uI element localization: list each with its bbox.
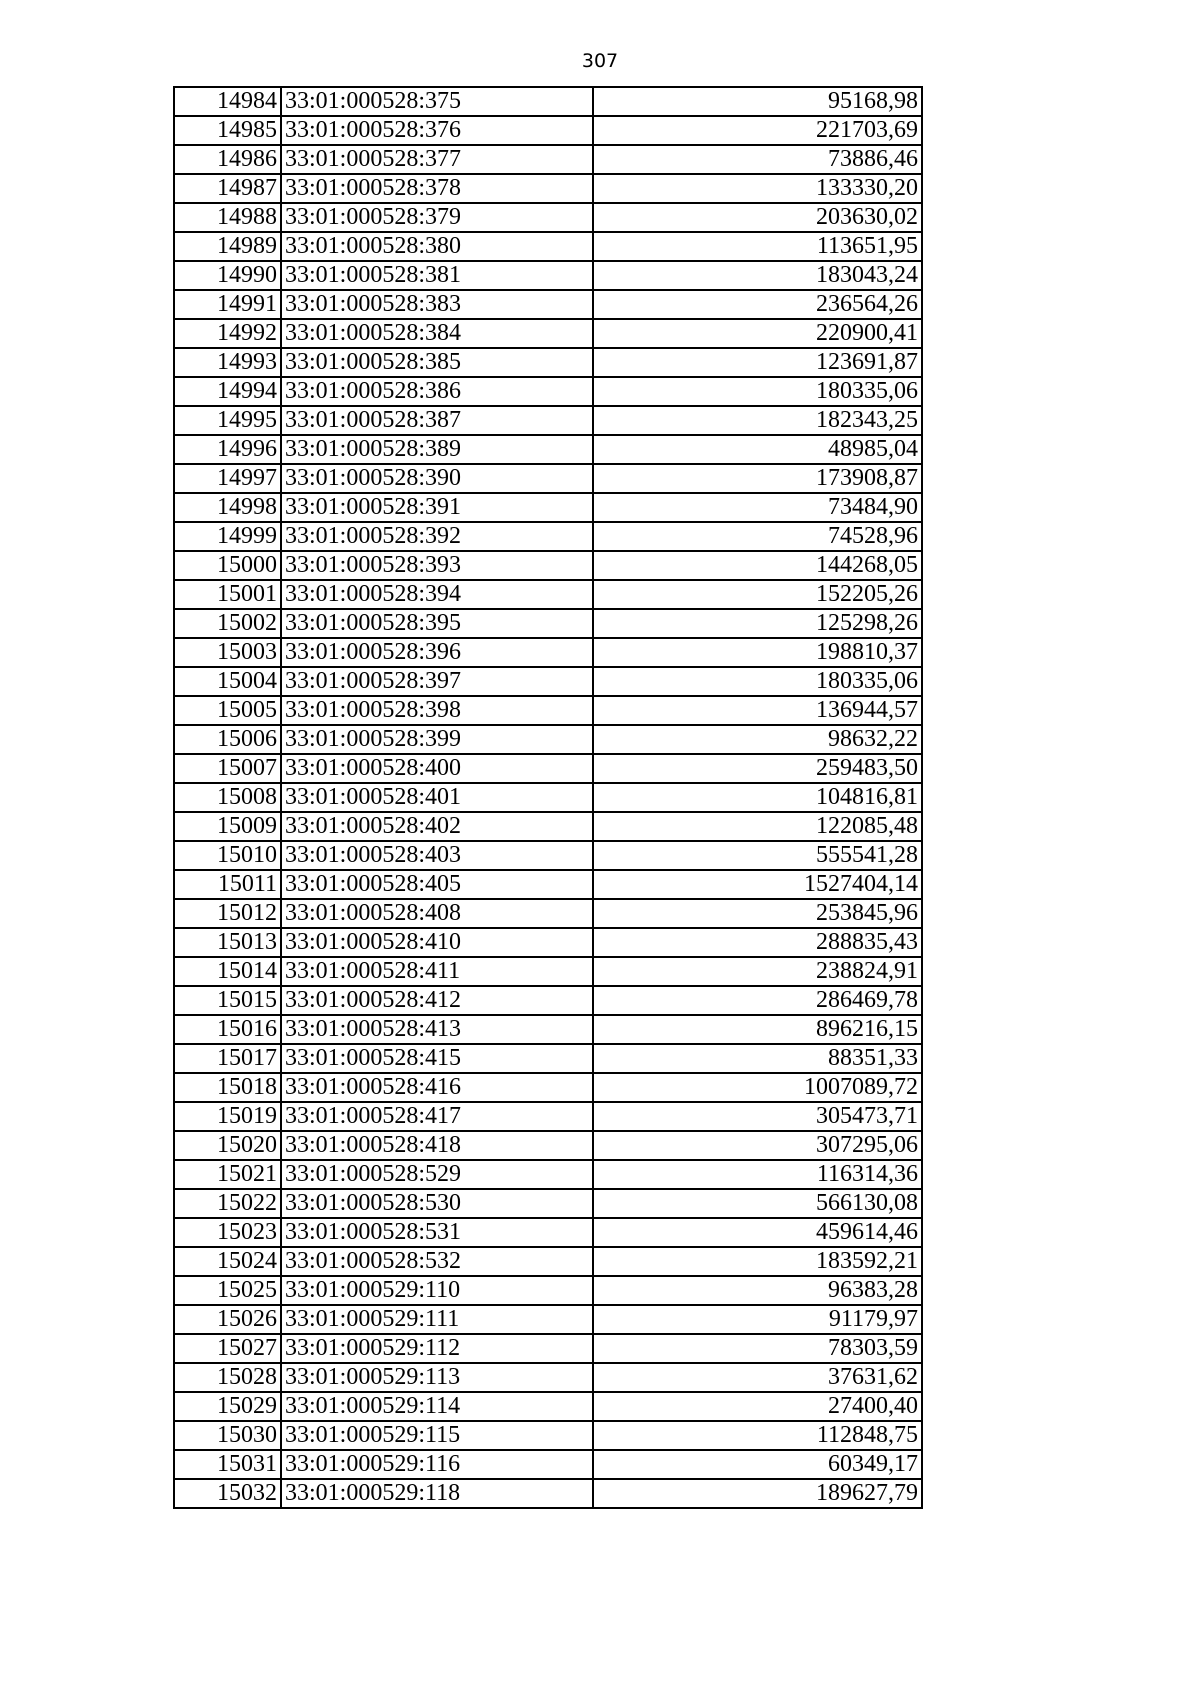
cadastral-number-cell: 33:01:000528:387 <box>281 406 593 435</box>
cadastral-number-cell: 33:01:000528:381 <box>281 261 593 290</box>
table-row <box>174 1363 922 1392</box>
row-number-cell: 15015 <box>174 986 281 1015</box>
value-cell: 555541,28 <box>593 841 922 870</box>
table-row <box>174 1044 922 1073</box>
cadastral-number-cell: 33:01:000528:416 <box>281 1073 593 1102</box>
table-row <box>174 1160 922 1189</box>
row-number-cell: 15008 <box>174 783 281 812</box>
value-cell: 112848,75 <box>593 1421 922 1450</box>
row-number-cell: 15014 <box>174 957 281 986</box>
cadastral-number-cell: 33:01:000528:402 <box>281 812 593 841</box>
value-cell: 220900,41 <box>593 319 922 348</box>
row-number-cell: 15020 <box>174 1131 281 1160</box>
row-number-cell: 14989 <box>174 232 281 261</box>
value-cell: 136944,57 <box>593 696 922 725</box>
table-row <box>174 1131 922 1160</box>
value-cell: 91179,97 <box>593 1305 922 1334</box>
table-row <box>174 1421 922 1450</box>
value-cell: 198810,37 <box>593 638 922 667</box>
value-cell: 37631,62 <box>593 1363 922 1392</box>
table-row <box>174 522 922 551</box>
row-number-cell: 15002 <box>174 609 281 638</box>
row-number-cell: 15006 <box>174 725 281 754</box>
cadastral-number-cell: 33:01:000528:417 <box>281 1102 593 1131</box>
row-number-cell: 15023 <box>174 1218 281 1247</box>
cadastral-number-cell: 33:01:000529:116 <box>281 1450 593 1479</box>
row-number-cell: 15024 <box>174 1247 281 1276</box>
table-row <box>174 1450 922 1479</box>
value-cell: 459614,46 <box>593 1218 922 1247</box>
value-cell: 133330,20 <box>593 174 922 203</box>
row-number-cell: 14993 <box>174 348 281 377</box>
row-number-cell: 14990 <box>174 261 281 290</box>
table-row <box>174 551 922 580</box>
row-number-cell: 14998 <box>174 493 281 522</box>
table-body <box>174 87 922 1508</box>
table-row <box>174 1102 922 1131</box>
table-row <box>174 1392 922 1421</box>
value-cell: 173908,87 <box>593 464 922 493</box>
table-row <box>174 754 922 783</box>
row-number-cell: 15031 <box>174 1450 281 1479</box>
value-cell: 183043,24 <box>593 261 922 290</box>
value-cell: 48985,04 <box>593 435 922 464</box>
row-number-cell: 15025 <box>174 1276 281 1305</box>
value-cell: 123691,87 <box>593 348 922 377</box>
table-row <box>174 1189 922 1218</box>
table-row <box>174 667 922 696</box>
row-number-cell: 15009 <box>174 812 281 841</box>
table-row <box>174 725 922 754</box>
cadastral-number-cell: 33:01:000529:111 <box>281 1305 593 1334</box>
table-row <box>174 1334 922 1363</box>
value-cell: 180335,06 <box>593 377 922 406</box>
cadastral-number-cell: 33:01:000528:530 <box>281 1189 593 1218</box>
cadastral-number-cell: 33:01:000528:410 <box>281 928 593 957</box>
value-cell: 253845,96 <box>593 899 922 928</box>
cadastral-number-cell: 33:01:000528:376 <box>281 116 593 145</box>
table-row <box>174 841 922 870</box>
value-cell: 203630,02 <box>593 203 922 232</box>
row-number-cell: 14994 <box>174 377 281 406</box>
value-cell: 125298,26 <box>593 609 922 638</box>
value-cell: 1007089,72 <box>593 1073 922 1102</box>
row-number-cell: 15016 <box>174 1015 281 1044</box>
row-number-cell: 15000 <box>174 551 281 580</box>
cadastral-number-cell: 33:01:000529:114 <box>281 1392 593 1421</box>
cadastral-number-cell: 33:01:000528:392 <box>281 522 593 551</box>
row-number-cell: 15028 <box>174 1363 281 1392</box>
row-number-cell: 15003 <box>174 638 281 667</box>
table-row <box>174 493 922 522</box>
table-row <box>174 87 922 116</box>
cadastral-number-cell: 33:01:000528:396 <box>281 638 593 667</box>
table-row <box>174 435 922 464</box>
value-cell: 74528,96 <box>593 522 922 551</box>
cadastral-number-cell: 33:01:000529:110 <box>281 1276 593 1305</box>
value-cell: 259483,50 <box>593 754 922 783</box>
table-row <box>174 580 922 609</box>
table-row <box>174 261 922 290</box>
row-number-cell: 14991 <box>174 290 281 319</box>
row-number-cell: 15011 <box>174 870 281 899</box>
value-cell: 60349,17 <box>593 1450 922 1479</box>
cadastral-number-cell: 33:01:000528:394 <box>281 580 593 609</box>
cadastral-number-cell: 33:01:000528:398 <box>281 696 593 725</box>
table-row <box>174 986 922 1015</box>
table-row <box>174 696 922 725</box>
row-number-cell: 15017 <box>174 1044 281 1073</box>
table-row <box>174 928 922 957</box>
value-cell: 566130,08 <box>593 1189 922 1218</box>
table-row <box>174 203 922 232</box>
cadastral-table <box>173 86 923 1509</box>
row-number-cell: 15004 <box>174 667 281 696</box>
row-number-cell: 15032 <box>174 1479 281 1508</box>
row-number-cell: 14987 <box>174 174 281 203</box>
row-number-cell: 14999 <box>174 522 281 551</box>
cadastral-number-cell: 33:01:000528:413 <box>281 1015 593 1044</box>
row-number-cell: 14997 <box>174 464 281 493</box>
value-cell: 238824,91 <box>593 957 922 986</box>
table-row <box>174 348 922 377</box>
value-cell: 95168,98 <box>593 87 922 116</box>
value-cell: 116314,36 <box>593 1160 922 1189</box>
table-row <box>174 377 922 406</box>
table-row <box>174 609 922 638</box>
cadastral-number-cell: 33:01:000528:383 <box>281 290 593 319</box>
cadastral-number-cell: 33:01:000528:393 <box>281 551 593 580</box>
row-number-cell: 14984 <box>174 87 281 116</box>
row-number-cell: 15001 <box>174 580 281 609</box>
table-row <box>174 232 922 261</box>
table-row <box>174 319 922 348</box>
cadastral-number-cell: 33:01:000528:386 <box>281 377 593 406</box>
cadastral-number-cell: 33:01:000528:529 <box>281 1160 593 1189</box>
table-row <box>174 406 922 435</box>
table-row <box>174 1276 922 1305</box>
table-row <box>174 957 922 986</box>
table-row <box>174 1479 922 1508</box>
table-row <box>174 145 922 174</box>
cadastral-number-cell: 33:01:000528:401 <box>281 783 593 812</box>
row-number-cell: 14996 <box>174 435 281 464</box>
row-number-cell: 15021 <box>174 1160 281 1189</box>
row-number-cell: 15018 <box>174 1073 281 1102</box>
row-number-cell: 15029 <box>174 1392 281 1421</box>
value-cell: 96383,28 <box>593 1276 922 1305</box>
table-row <box>174 1247 922 1276</box>
row-number-cell: 14986 <box>174 145 281 174</box>
value-cell: 896216,15 <box>593 1015 922 1044</box>
cadastral-number-cell: 33:01:000528:395 <box>281 609 593 638</box>
value-cell: 221703,69 <box>593 116 922 145</box>
cadastral-number-cell: 33:01:000528:384 <box>281 319 593 348</box>
cadastral-number-cell: 33:01:000528:389 <box>281 435 593 464</box>
row-number-cell: 14988 <box>174 203 281 232</box>
table-row <box>174 290 922 319</box>
cadastral-number-cell: 33:01:000528:532 <box>281 1247 593 1276</box>
value-cell: 189627,79 <box>593 1479 922 1508</box>
cadastral-number-cell: 33:01:000528:400 <box>281 754 593 783</box>
table-row <box>174 1073 922 1102</box>
cadastral-number-cell: 33:01:000528:411 <box>281 957 593 986</box>
row-number-cell: 14992 <box>174 319 281 348</box>
row-number-cell: 15013 <box>174 928 281 957</box>
cadastral-number-cell: 33:01:000528:390 <box>281 464 593 493</box>
cadastral-number-cell: 33:01:000528:378 <box>281 174 593 203</box>
cadastral-number-cell: 33:01:000529:112 <box>281 1334 593 1363</box>
cadastral-number-cell: 33:01:000528:415 <box>281 1044 593 1073</box>
table-row <box>174 812 922 841</box>
value-cell: 236564,26 <box>593 290 922 319</box>
table-row <box>174 899 922 928</box>
value-cell: 182343,25 <box>593 406 922 435</box>
cadastral-number-cell: 33:01:000528:412 <box>281 986 593 1015</box>
table-row <box>174 1015 922 1044</box>
value-cell: 73484,90 <box>593 493 922 522</box>
table-row <box>174 1218 922 1247</box>
table-row <box>174 870 922 899</box>
value-cell: 286469,78 <box>593 986 922 1015</box>
cadastral-number-cell: 33:01:000528:408 <box>281 899 593 928</box>
table-row <box>174 464 922 493</box>
value-cell: 307295,06 <box>593 1131 922 1160</box>
value-cell: 122085,48 <box>593 812 922 841</box>
table-row <box>174 116 922 145</box>
cadastral-number-cell: 33:01:000528:403 <box>281 841 593 870</box>
table-row <box>174 1305 922 1334</box>
table-row <box>174 638 922 667</box>
table-row <box>174 783 922 812</box>
row-number-cell: 15022 <box>174 1189 281 1218</box>
cadastral-number-cell: 33:01:000528:405 <box>281 870 593 899</box>
cadastral-number-cell: 33:01:000528:385 <box>281 348 593 377</box>
row-number-cell: 15027 <box>174 1334 281 1363</box>
value-cell: 305473,71 <box>593 1102 922 1131</box>
value-cell: 78303,59 <box>593 1334 922 1363</box>
row-number-cell: 15012 <box>174 899 281 928</box>
cadastral-number-cell: 33:01:000528:391 <box>281 493 593 522</box>
row-number-cell: 15010 <box>174 841 281 870</box>
row-number-cell: 15007 <box>174 754 281 783</box>
cadastral-number-cell: 33:01:000528:531 <box>281 1218 593 1247</box>
cadastral-number-cell: 33:01:000528:375 <box>281 87 593 116</box>
value-cell: 113651,95 <box>593 232 922 261</box>
row-number-cell: 14995 <box>174 406 281 435</box>
page-number: 307 <box>581 50 619 72</box>
value-cell: 104816,81 <box>593 783 922 812</box>
value-cell: 73886,46 <box>593 145 922 174</box>
value-cell: 183592,21 <box>593 1247 922 1276</box>
value-cell: 98632,22 <box>593 725 922 754</box>
cadastral-number-cell: 33:01:000528:397 <box>281 667 593 696</box>
table-row <box>174 174 922 203</box>
value-cell: 288835,43 <box>593 928 922 957</box>
row-number-cell: 15026 <box>174 1305 281 1334</box>
row-number-cell: 15019 <box>174 1102 281 1131</box>
cadastral-number-cell: 33:01:000528:379 <box>281 203 593 232</box>
cadastral-number-cell: 33:01:000529:118 <box>281 1479 593 1508</box>
cadastral-number-cell: 33:01:000528:380 <box>281 232 593 261</box>
row-number-cell: 15005 <box>174 696 281 725</box>
value-cell: 144268,05 <box>593 551 922 580</box>
value-cell: 88351,33 <box>593 1044 922 1073</box>
value-cell: 152205,26 <box>593 580 922 609</box>
cadastral-number-cell: 33:01:000528:418 <box>281 1131 593 1160</box>
cadastral-number-cell: 33:01:000529:113 <box>281 1363 593 1392</box>
value-cell: 1527404,14 <box>593 870 922 899</box>
row-number-cell: 15030 <box>174 1421 281 1450</box>
cadastral-number-cell: 33:01:000529:115 <box>281 1421 593 1450</box>
cadastral-number-cell: 33:01:000528:377 <box>281 145 593 174</box>
row-number-cell: 14985 <box>174 116 281 145</box>
cadastral-number-cell: 33:01:000528:399 <box>281 725 593 754</box>
value-cell: 180335,06 <box>593 667 922 696</box>
value-cell: 27400,40 <box>593 1392 922 1421</box>
